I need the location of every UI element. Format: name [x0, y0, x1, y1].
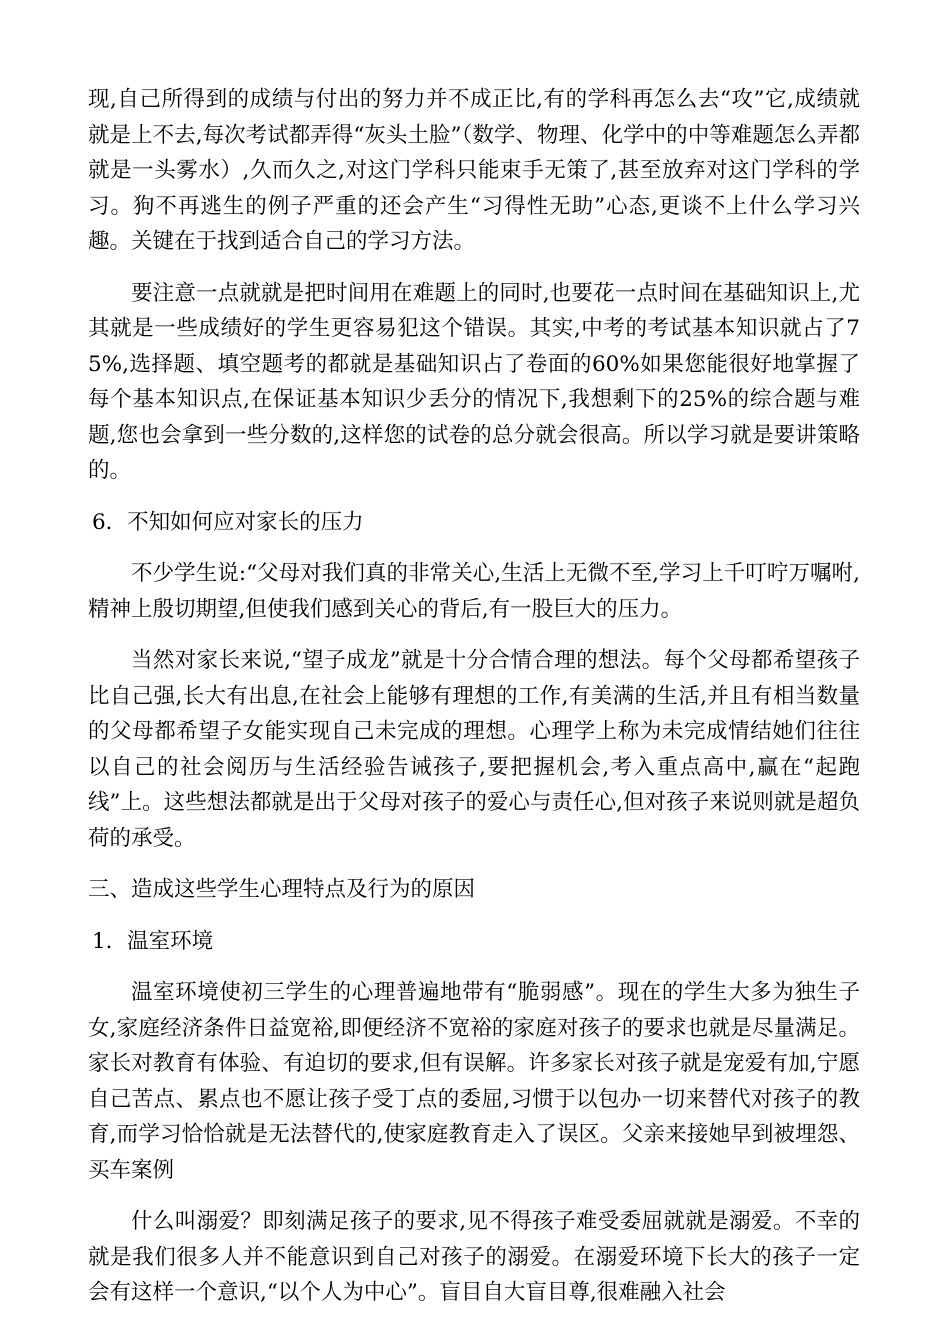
paragraph-continued: 现,自己所得到的成绩与付出的努力并不成正比,有的学科再怎么去“攻”它,成绩就就是上不去,每次考试都弄得“灰头土脸”（数学、物理、化学中的中等难题怎么弄都就是一头雾水）,久而久之,对这门学科只能束手无策了,甚至放弃对这门学科的学习。狗不再逃生的例子严重的还会产生“习得性无助”心态,更谈不上什么学习兴趣。关键在于找到适合自己的学习方法。	[88, 87, 860, 254]
paragraph-student-quote: 不少学生说:“父母对我们真的非常关心,生活上无微不至,学习上千叮咛万嘱咐,精神上殷切期望,但使我们感到关心的背后,有一股巨大的压力。	[88, 561, 860, 622]
heading-parent-pressure: 6．不知如何应对家长的压力	[92, 509, 364, 535]
section-heading-causes: 三、造成这些学生心理特点及行为的原因	[88, 877, 476, 902]
paragraph-spoiling: 什么叫溺爱？即刻满足孩子的要求,见不得孩子难受委屈就就是溺爱。不幸的就是我们很多人并不能意识到自己对孩子的溺爱。在溺爱环境下长大的孩子一定会有这样一个意识,“以个人为中心”。盲目自大盲目尊,很难融入社会	[88, 1209, 860, 1305]
paragraph-greenhouse-environment: 温室环境使初三学生的心理普遍地带有“脆弱感”。现在的学生大多为独生子女,家庭经济条件日益宽裕,即便经济不宽裕的家庭对孩子的要求也就是尽量满足。家长对教育有体验、有迫切的要求,但有误解。许多家长对孩子就是宠爱有加,宁愿自己苦点、累点也不愿让孩子受丁点的委屈,习惯于以包办一切来替代对孩子的教育,而学习恰恰就是无法替代的,使家庭教育走入了误区。父亲来接她早到被埋怨、买车案例	[88, 980, 860, 1183]
document-page	[88, 82, 860, 1311]
heading-greenhouse: 1．温室环境	[92, 928, 214, 954]
paragraph-study-strategy: 要注意一点就就是把时间用在难题上的同时,也要花一点时间在基础知识上,尤其就是一些成绩好的学生更容易犯这个错误。其实,中考的考试基本知识就占了75%,选择题、填空题考的都就是基础知识占了卷面的60%如果您能很好地掌握了每个基本知识点,在保证基本知识少丢分的情况下,我想剩下的25%的综合题与难题,您也会拿到一些分数的,这样您的试卷的总分就会很高。所以学习就是要讲策略的。	[88, 280, 860, 483]
paragraph-parent-expectations: 当然对家长来说,“望子成龙”就是十分合情合理的想法。每个父母都希望孩子比自己强,长大有出息,在社会上能够有理想的工作,有美满的生活,并且有相当数量的父母都希望子女能实现自己未完成的理想。心理学上称为未完成情结她们往往以自己的社会阅历与生活经验告诫孩子,要把握机会,考入重点高中,赢在“起跑线”上。这些想法都就是出于父母对孩子的爱心与责任心,但对孩子来说则就是超负荷的承受。	[88, 648, 860, 851]
